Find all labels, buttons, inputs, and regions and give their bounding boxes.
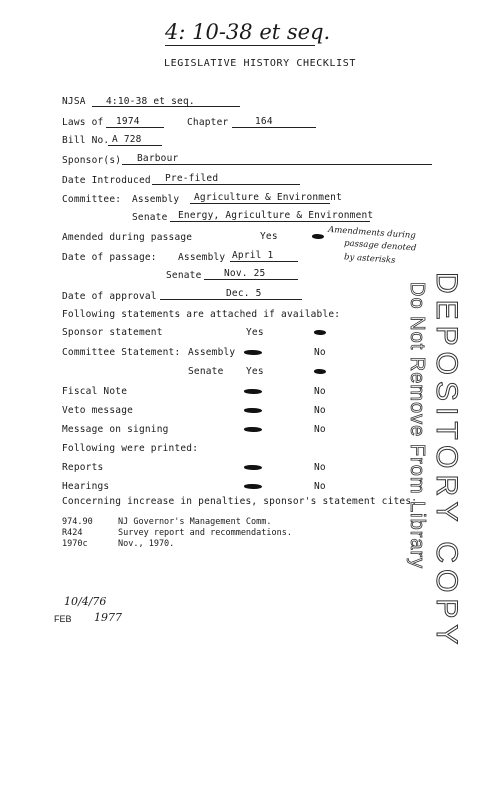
footer-date-1: 10/4/76 [64, 595, 107, 608]
laws-value: 1974 [116, 116, 140, 127]
fiscal-note-label: Fiscal Note [62, 386, 128, 397]
njsa-line [92, 106, 240, 107]
amended-label: Amended during passage [62, 232, 193, 243]
citation-text: Nov., 1970. [118, 539, 175, 549]
passage-senate-value: Nov. 25 [224, 268, 266, 279]
chapter-value: 164 [255, 116, 273, 127]
committee-statement-label: Committee Statement: [62, 347, 181, 358]
sponsor-statement-yes: Yes [246, 327, 264, 338]
committee-statement-senate-no-redaction [314, 369, 326, 374]
citation-text: Survey report and recommendations. [118, 528, 292, 538]
njsa-label: NJSA [62, 96, 86, 107]
signing-message-label: Message on signing [62, 424, 169, 435]
committee-statement-senate-yes: Yes [246, 366, 264, 377]
citation-code: 1970c [62, 539, 88, 549]
handwritten-title: 4: 10-38 et seq. [165, 20, 331, 44]
title-underline [165, 45, 315, 46]
date-introduced-line [152, 184, 300, 185]
veto-message-yes-redaction [244, 408, 262, 413]
passage-label: Date of passage: [62, 252, 157, 263]
bill-value: A 728 [112, 134, 142, 145]
signing-message-no: No [314, 424, 326, 435]
notes-intro: Concerning increase in penalties, sponsor's statement cites: [62, 496, 418, 507]
committee-statement-assembly-yes-redaction [244, 350, 262, 355]
sponsor-statement-label: Sponsor statement [62, 327, 163, 338]
fiscal-note-yes-redaction [244, 389, 262, 394]
approval-value: Dec. 5 [226, 288, 262, 299]
committee-assembly-label: Assembly [132, 194, 180, 205]
committee-assembly-line [190, 203, 330, 204]
depository-copy-stamp: DEPOSITORY COPY [430, 272, 463, 651]
footer-date-2-month: FEB [54, 614, 72, 624]
attached-heading: Following statements are attached if available: [62, 309, 341, 320]
sponsor-line [122, 164, 432, 165]
fiscal-note-no: No [314, 386, 326, 397]
passage-assembly-label: Assembly [178, 252, 226, 263]
reports-label: Reports [62, 462, 104, 473]
citation-code: R424 [62, 528, 83, 538]
amended-no-redaction [312, 234, 324, 239]
njsa-value: 4:10-38 et seq. [106, 96, 195, 107]
committee-statement-assembly-no: No [314, 347, 326, 358]
veto-message-label: Veto message [62, 405, 134, 416]
hearings-label: Hearings [62, 481, 110, 492]
chapter-line [232, 127, 316, 128]
signing-message-yes-redaction [244, 427, 262, 432]
passage-assembly-value: April 1 [232, 250, 274, 261]
bill-label: Bill No. [62, 135, 110, 146]
committee-senate-line [170, 221, 370, 222]
sponsor-value: Barbour [137, 153, 179, 164]
amended-note-line1: Amendments during [327, 224, 417, 242]
do-not-remove-stamp: Do Not Remove From Library [406, 282, 428, 570]
laws-line [106, 127, 164, 128]
citation-text: NJ Governor's Management Comm. [118, 517, 272, 527]
sponsor-label: Sponsor(s) [62, 155, 122, 166]
date-introduced-value: Pre-filed [165, 173, 219, 184]
hearings-yes-redaction [244, 484, 262, 489]
printed-heading: Following were printed: [62, 443, 199, 454]
amended-note-line2: passage denoted [343, 238, 417, 254]
reports-no: No [314, 462, 326, 473]
approval-line [160, 299, 302, 300]
approval-label: Date of approval [62, 291, 157, 302]
date-introduced-label: Date Introduced [62, 175, 151, 186]
footer-date-2-year: 1977 [94, 611, 122, 624]
committee-assembly-value: Agriculture & Environment [194, 192, 342, 203]
committee-statement-senate-label: Senate [188, 366, 224, 377]
committee-statement-assembly-label: Assembly [188, 347, 236, 358]
citation-code: 974.90 [62, 517, 93, 527]
sponsor-statement-no-redaction [314, 330, 326, 335]
passage-assembly-line [230, 261, 298, 262]
committee-senate-label: Senate [132, 212, 168, 223]
page-title: LEGISLATIVE HISTORY CHECKLIST [164, 58, 356, 69]
bill-line [108, 145, 162, 146]
committee-label: Committee: [62, 194, 122, 205]
committee-senate-value: Energy, Agriculture & Environment [178, 210, 374, 221]
amended-yes: Yes [260, 231, 278, 242]
hearings-no: No [314, 481, 326, 492]
laws-label: Laws of [62, 117, 104, 128]
passage-senate-label: Senate [166, 270, 202, 281]
passage-senate-line [204, 279, 298, 280]
chapter-label: Chapter [187, 117, 229, 128]
veto-message-no: No [314, 405, 326, 416]
amended-note-line3: by asterisks [343, 252, 396, 266]
reports-yes-redaction [244, 465, 262, 470]
